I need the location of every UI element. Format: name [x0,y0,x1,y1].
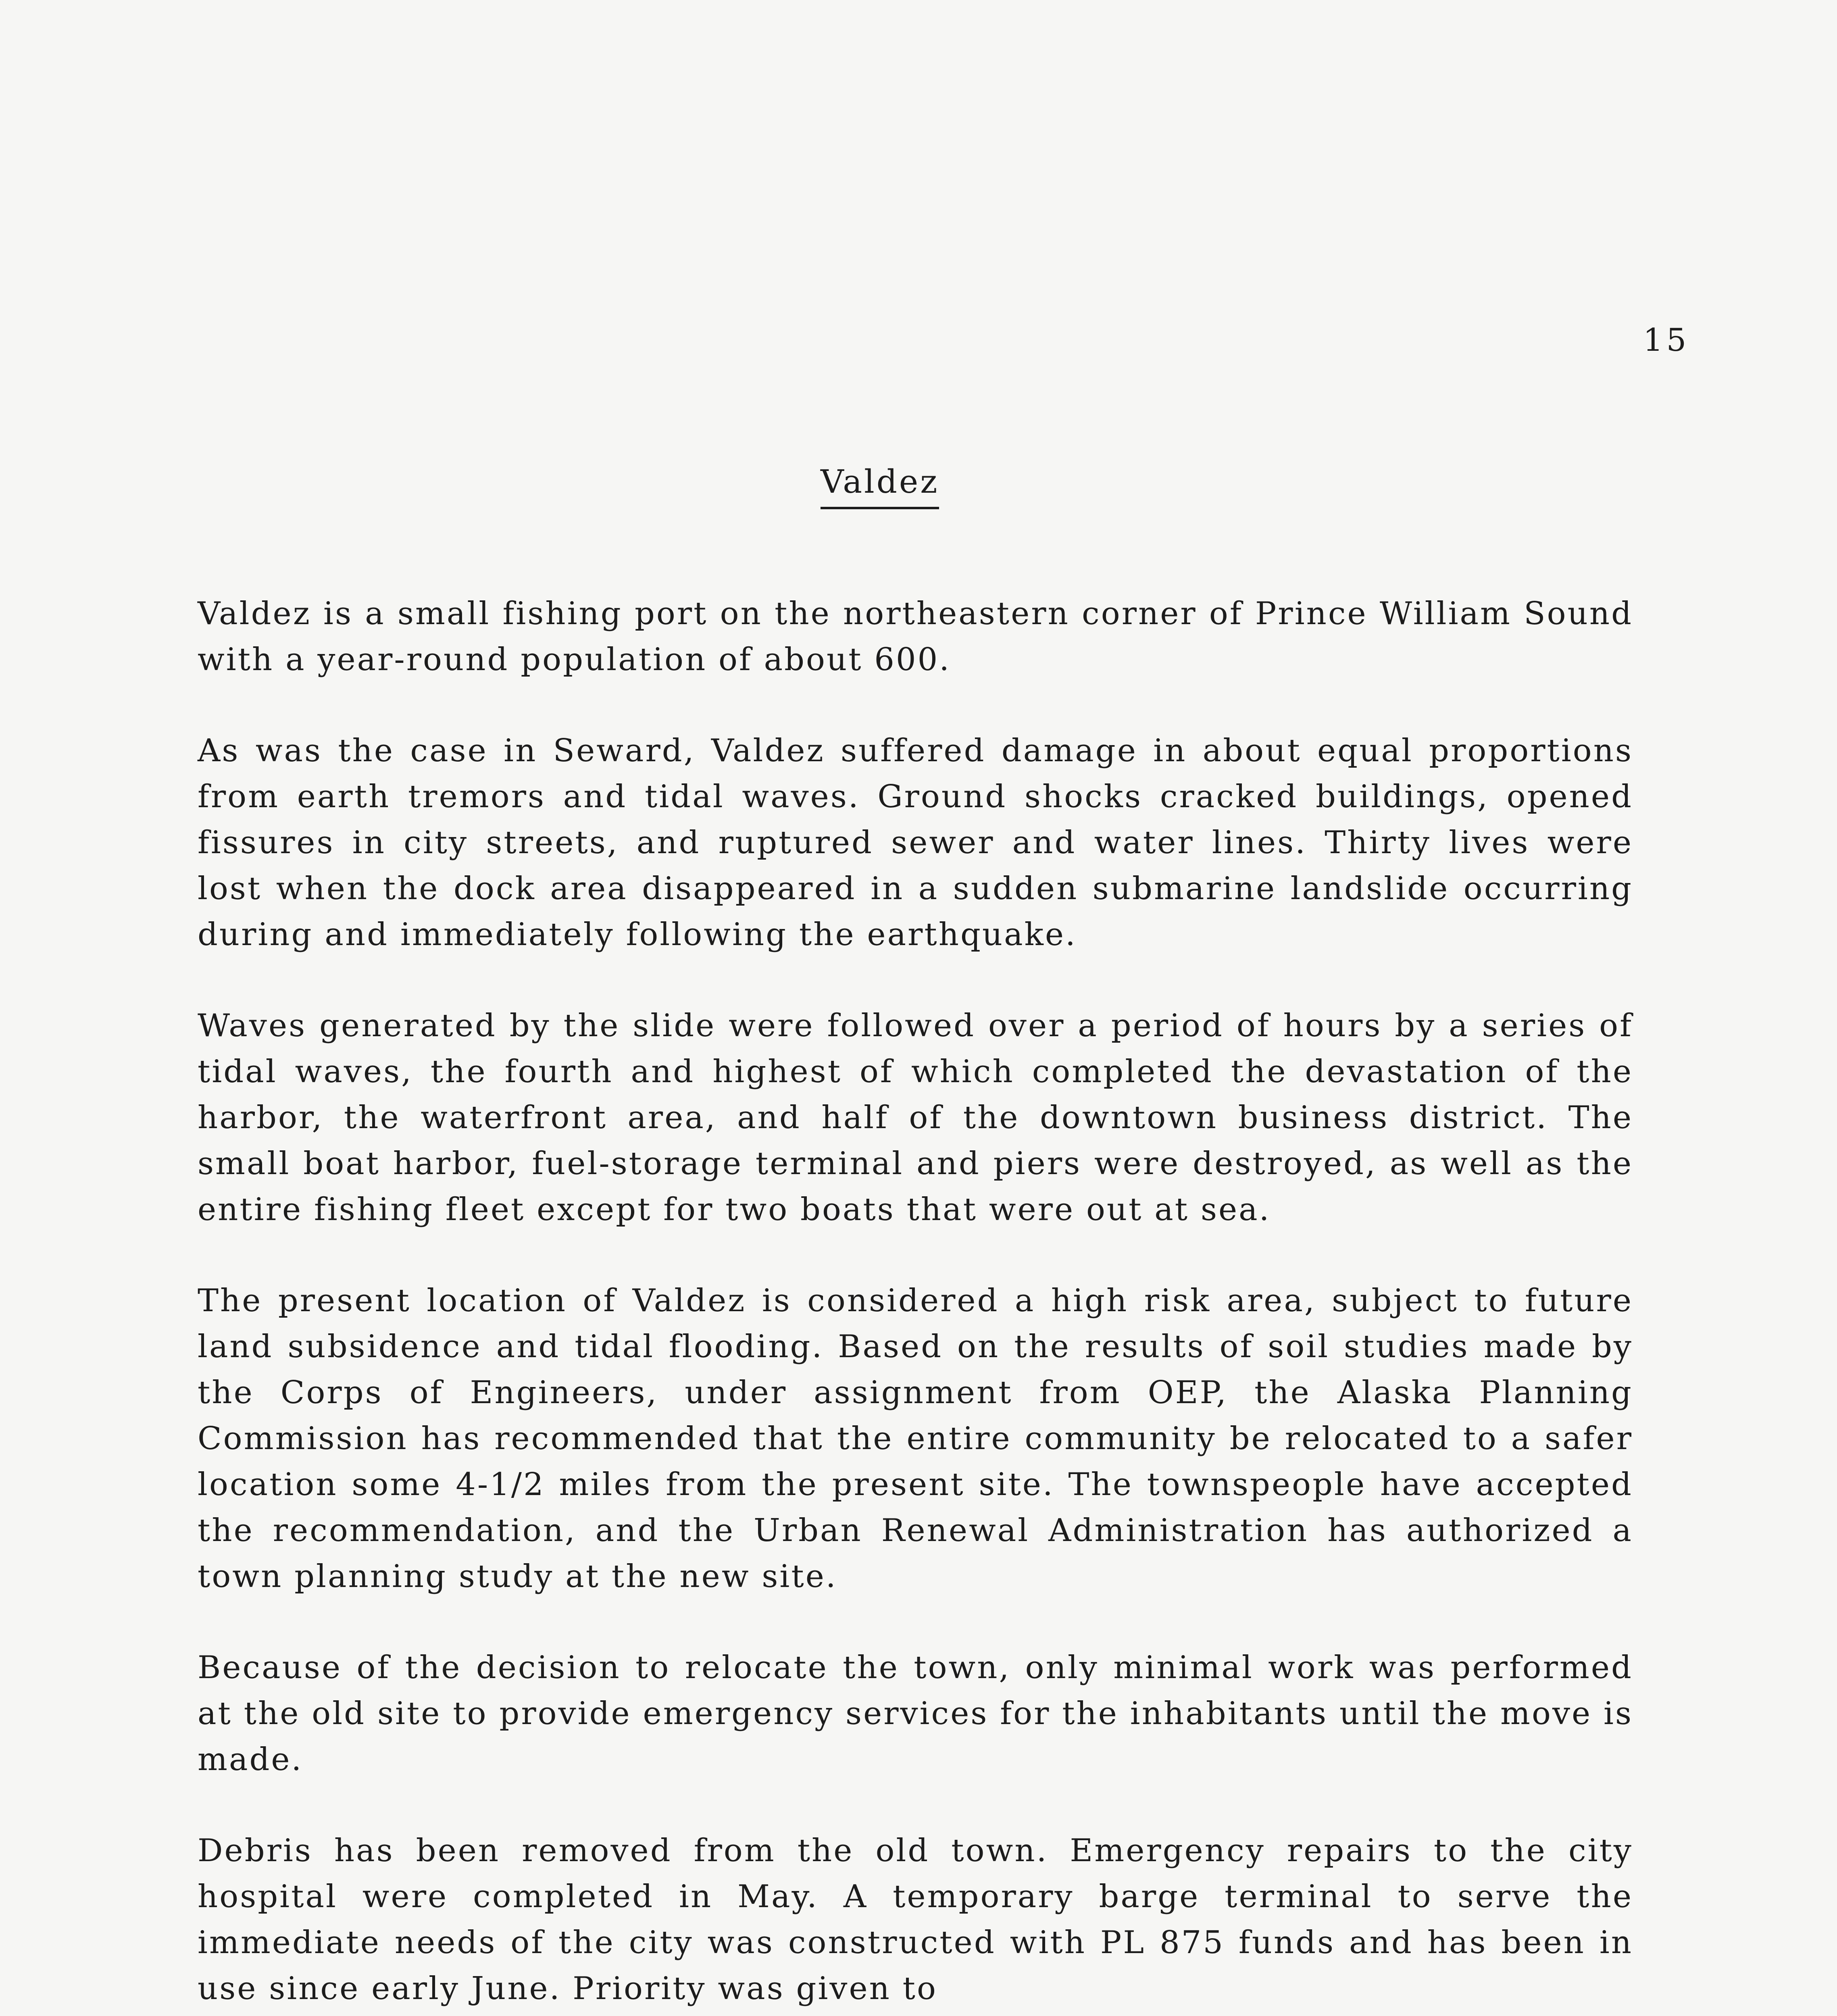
section-title: Valdez [821,466,939,509]
body-text [198,591,1633,2012]
paragraph: Waves generated by the slide were followed over a period of hours by a series of tidal waves, the fourth and highest of which completed the devastation of the harbor, the waterfront area, and half of the downtown business district. The small boat harbor, fuel-storage terminal and piers were destroyed, as well as the entire fishing fleet except for two boats that were out at sea. [198,1008,1633,1228]
paragraph: The present location of Valdez is considered a high risk area, subject to future land subsidence and tidal flooding. Based on the results of soil studies made by the Corps of Engineers, under assignment from OEP, the Alaska Planning Commission has recommended that the entire community be relocated to a safer location some 4-1/2 miles from the present site. The townspeople have accepted the recommendation, and the Urban Renewal Administration has authorized a town planning study at the new site. [198,1283,1633,1595]
paragraph: As was the case in Seward, Valdez suffered damage in about equal proportions from earth tremors and tidal waves. Ground shocks cracked buildings, opened fissures in city streets, and ruptured sewer and water lines. Thirty lives were lost when the dock area disappeared in a sudden submarine landslide occurring during and immediately following the earthquake. [198,733,1633,953]
page-number: 15 [1643,322,1690,358]
paragraph: Because of the decision to relocate the town, only minimal work was performed at the old site to provide emergency services for the inhabitants until the move is made. [198,1649,1633,1778]
paragraph: Debris has been removed from the old town. Emergency repairs to the city hospital were completed in May. A temporary barge terminal to serve the immediate needs of the city was constructed with PL 875 funds and has been in use since early June. Priority was given to [198,1833,1633,2007]
paragraph: Valdez is a small fishing port on the northeastern corner of Prince William Sound with a year-round population of about 600. [198,596,1633,678]
